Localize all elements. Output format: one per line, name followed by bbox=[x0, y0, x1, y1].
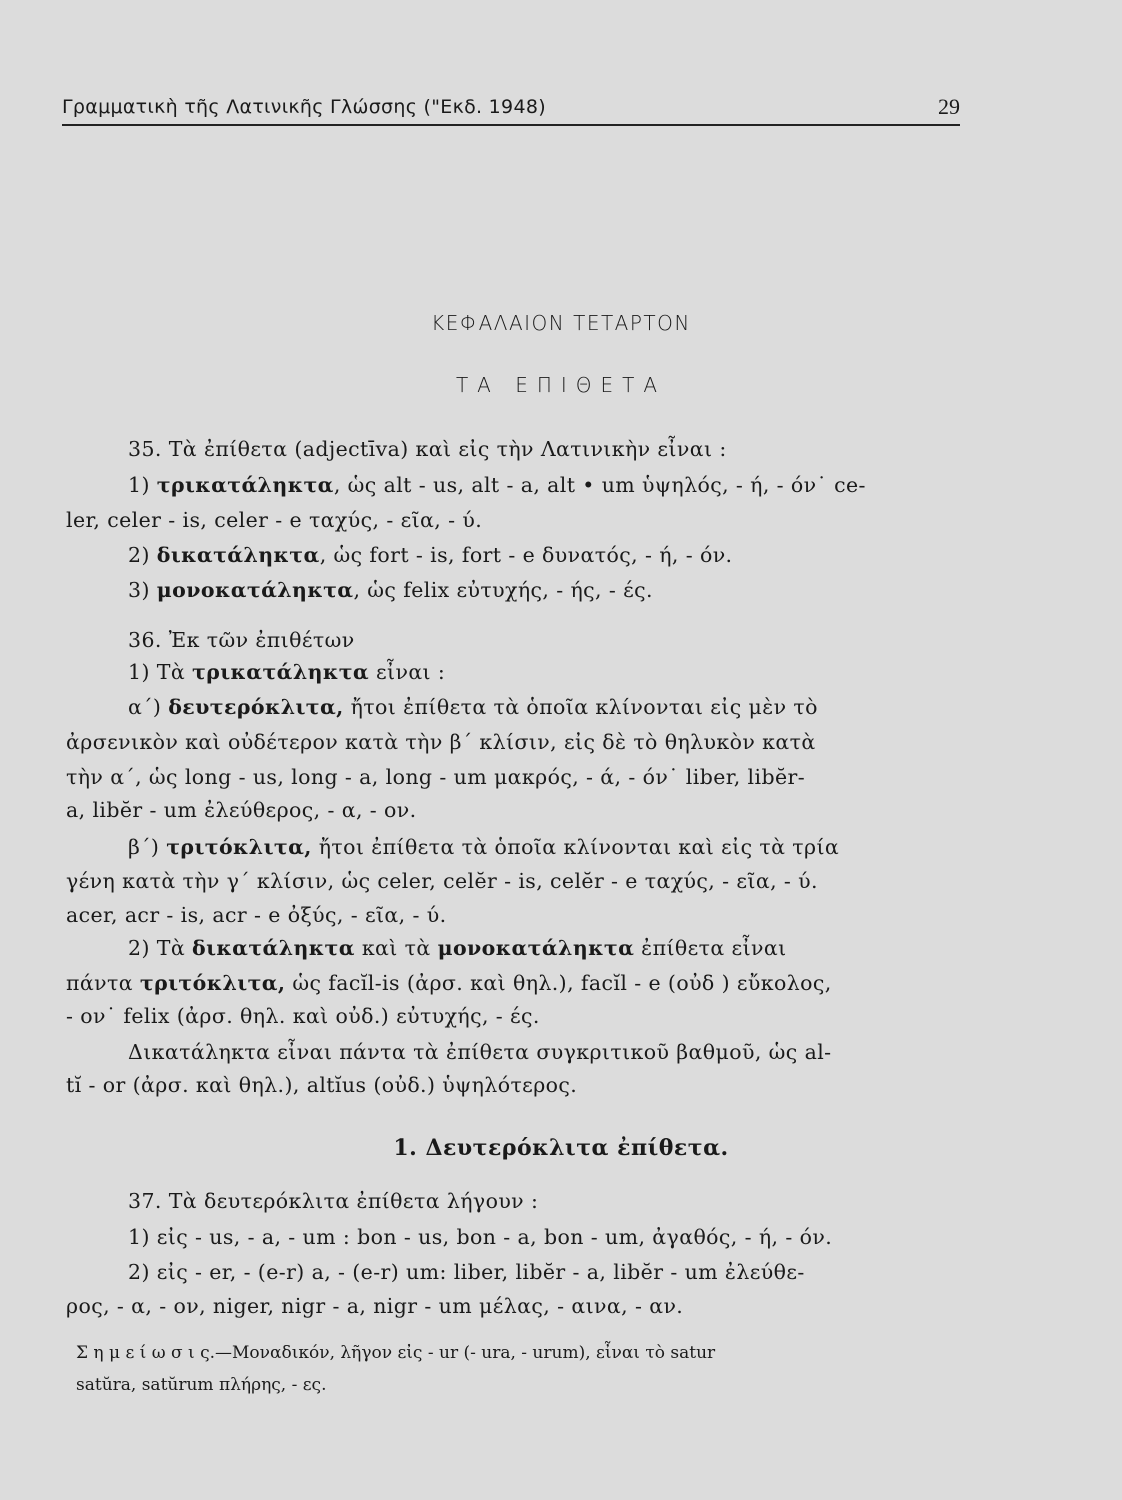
paragraph-37-line-1: 37. Τὰ δευτερόκλιτα ἐπίθετα λήγουν : bbox=[128, 1189, 539, 1213]
paragraph-36-line-12: - ον˙ felix (ἀρσ. θηλ. καὶ οὐδ.) εὐτυχής, - ές. bbox=[66, 1004, 540, 1028]
chapter-title: ΚΕΦΑΛΑΙΟΝ ΤΕΤΑΡΤΟΝ bbox=[431, 311, 691, 335]
paragraph-36-line-13: Δικατάληκτα εἶναι πάντα τὰ ἐπίθετα συγκριτικοῦ βαθμοῦ, ὡς al- bbox=[128, 1040, 832, 1064]
section-title: ΤΑ ΕΠΙΘΕΤΑ bbox=[455, 373, 667, 397]
paragraph-36-line-14: tĭ - or (ἀρσ. καὶ θηλ.), altĭus (οὐδ.) ὑψηλότερος. bbox=[66, 1073, 578, 1097]
paragraph-36-line-5: τὴν α΄, ὡς long - us, long - a, long - um μακρός, - ά, - όν˙ liber, libĕr- bbox=[66, 765, 806, 789]
paragraph-36-line-11: πάντα τριτόκλιτα, ὡς facĭl-is (ἀρσ. καὶ θηλ.), facĭl - e (οὐδ ) εὔκολος, bbox=[66, 971, 832, 995]
page-number: 29 bbox=[938, 94, 960, 119]
paragraph-37-line-2: 1) εἰς - us, - a, - um : bon - us, bon - a, bon - um, ἀγαθός, - ή, - όν. bbox=[128, 1225, 833, 1249]
paragraph-36-line-1: 36. Ἐκ τῶν ἐπιθέτων bbox=[128, 628, 355, 652]
paragraph-36-line-7: β΄) τριτόκλιτα, ἤτοι ἐπίθετα τὰ ὁποῖα κλίνονται καὶ εἰς τὰ τρία bbox=[128, 835, 840, 859]
paragraph-36-line-8: γένη κατὰ τὴν γ΄ κλίσιν, ὡς celer, celĕr - is, celĕr - e ταχύς, - εῖα, - ύ. bbox=[66, 869, 818, 893]
subsection-heading: 1. Δευτερόκλιτα ἐπίθετα. bbox=[393, 1135, 729, 1161]
paragraph-36-line-10: 2) Τὰ δικατάληκτα καὶ τὰ μονοκατάληκτα ἐπίθετα εἶναι bbox=[128, 936, 787, 960]
footnote-line-2: satŭra, satŭrum πλήρης, - ες. bbox=[76, 1375, 327, 1395]
footnote-line-1: Σ η μ ε ί ω σ ι ς.—Μοναδικόν, λῆγον εἰς - ur (- ura, - urum), εἶναι τὸ satur bbox=[76, 1343, 716, 1363]
paragraph-35-line-5: 3) μονοκατάληκτα, ὡς felix εὐτυχής, - ής, - ές. bbox=[128, 578, 653, 602]
paragraph-36-line-6: a, libĕr - um ἐλεύθερος, - α, - ον. bbox=[66, 798, 417, 822]
paragraph-36-line-4: ἀρσενικὸν καὶ οὐδέτερον κατὰ τὴν β΄ κλίσιν, εἰς δὲ τὸ θηλυκὸν κατὰ bbox=[66, 730, 816, 754]
paragraph-37-line-4: ρος, - α, - ον, niger, nigr - a, nigr - um μέλας, - αινα, - αν. bbox=[66, 1294, 684, 1318]
paragraph-36-line-9: acer, acr - is, acr - e ὀξύς, - εῖα, - ύ. bbox=[66, 903, 447, 927]
paragraph-35-line-3: ler, celer - is, celer - e ταχύς, - εῖα, - ύ. bbox=[66, 508, 483, 532]
paragraph-37-line-3: 2) εἰς - er, - (e-r) a, - (e-r) um: liber, libĕr - a, libĕr - um ἐλεύθε- bbox=[128, 1260, 805, 1284]
running-title: Γραμματικὴ τῆς Λατινικῆς Γλώσσης ("Εκδ. 1948) bbox=[62, 96, 546, 118]
paragraph-36-line-3: α΄) δευτερόκλιτα, ἤτοι ἐπίθετα τὰ ὁποῖα κλίνονται εἰς μὲν τὸ bbox=[128, 695, 818, 719]
running-head bbox=[62, 96, 960, 126]
paragraph-36-line-2: 1) Τὰ τρικατάληκτα εἶναι : bbox=[128, 660, 446, 684]
paragraph-35-line-4: 2) δικατάληκτα, ὡς fort - is, fort - e δυνατός, - ή, - όν. bbox=[128, 543, 733, 567]
paragraph-35-line-1: 35. Τὰ ἐπίθετα (adjectīva) καὶ εἰς τὴν Λατινικὴν εἶναι : bbox=[128, 437, 727, 461]
paragraph-35-line-2: 1) τρικατάληκτα, ὡς alt - us, alt - a, alt • um ὑψηλός, - ή, - όν˙ ce- bbox=[128, 473, 866, 497]
